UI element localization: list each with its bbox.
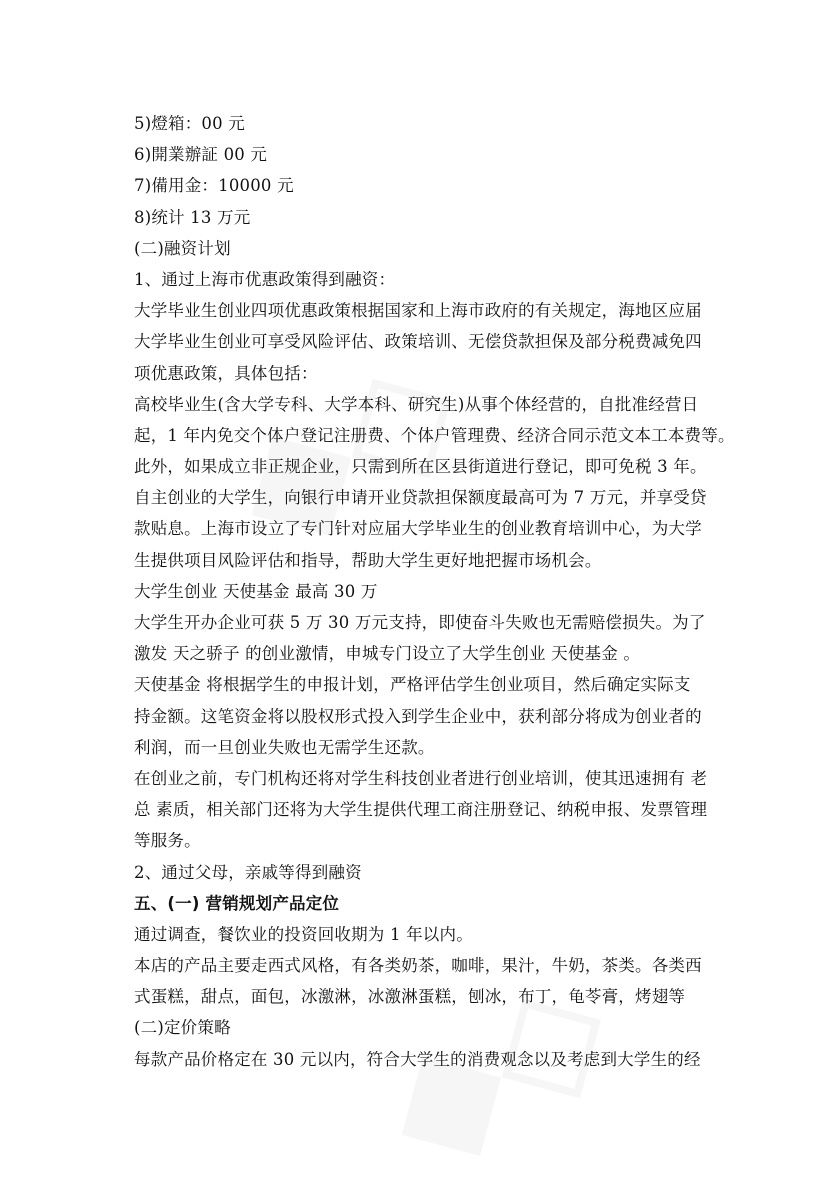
text-line: 在创业之前，专门机构还将对学生科技创业者进行创业培训，使其迅速拥有 老 — [134, 768, 708, 788]
text-line: 天使基金 将根据学生的申报计划，严格评估学生创业项目，然后确定实际支 — [134, 675, 691, 695]
text-line: 大学毕业生创业可享受风险评估、政策培训、无偿贷款担保及部分税费减免四 — [134, 332, 702, 352]
text-line: 利润，而一旦创业失败也无需学生还款。 — [134, 737, 435, 757]
document-body — [134, 108, 735, 1075]
text-line: 此外，如果成立非正规企业，只需到所在区县街道进行登记，即可免税 3 年。 — [134, 457, 707, 477]
text-line: (二)定价策略 — [134, 1018, 231, 1038]
section-heading: 五、(一) 营销规划产品定位 — [134, 893, 340, 913]
text-line: 项优惠政策，具体包括： — [134, 363, 318, 383]
text-line: 高校毕业生(含大学专科、大学本科、研究生)从事个体经营的，自批准经营日 — [134, 394, 699, 414]
text-line: 激发 天之骄子 的创业激情，申城专门设立了大学生创业 天使基金 。 — [134, 644, 641, 664]
text-line: 生提供项目风险评估和指导，帮助大学生更好地把握市场机会。 — [134, 550, 602, 570]
text-line: 7)備用金：10000 元 — [134, 176, 294, 196]
text-line: 式蛋糕，甜点，面包，冰激淋，冰激淋蛋糕，刨冰，布丁，龟苓膏，烤翅等 — [134, 987, 686, 1007]
text-line: 大学生开办企业可获 5 万 30 万元支持，即使奋斗失败也无需赔偿损失。为了 — [134, 613, 706, 632]
text-line: 持金额。这笔资金将以股权形式投入到学生企业中，获利部分将成为创业者的 — [134, 706, 702, 726]
text-line: 大学毕业生创业四项优惠政策根据国家和上海市政府的有关规定，海地区应届 — [134, 301, 702, 321]
text-line: 本店的产品主要走西式风格，有各类奶茶，咖啡，果汁，牛奶，茶类。各类西 — [134, 956, 702, 976]
text-line: 款贴息。上海市设立了专门针对应届大学毕业生的创业教育培训中心，为大学 — [134, 519, 702, 539]
text-line: 每款产品价格定在 30 元以内，符合大学生的消费观念以及考虑到大学生的经 — [134, 1049, 701, 1069]
text-line: 2、通过父母，亲戚等得到融资 — [134, 862, 362, 882]
text-line: 起，1 年内免交个体户登记注册费、个体户管理费、经济合同示范文本工本费等。 — [134, 425, 735, 445]
text-line: 自主创业的大学生，向银行申请开业贷款担保额度最高可为 7 万元，并享受贷 — [134, 488, 707, 508]
text-line: 6)開業辦証 00 元 — [134, 145, 268, 165]
text-line: 等服务。 — [134, 831, 201, 851]
text-line: 大学生创业 天使基金 最高 30 万 — [134, 581, 378, 601]
text-line: 通过调查，餐饮业的投资回收期为 1 年以内。 — [134, 924, 473, 944]
text-line: 总 素质，相关部门还将为大学生提供代理工商注册登记、纳税申报、发票管理 — [134, 800, 708, 820]
text-line: 5)燈箱：00 元 — [134, 114, 245, 133]
text-line: 1、通过上海市优惠政策得到融资： — [134, 269, 396, 289]
text-line: (二)融资计划 — [134, 238, 231, 258]
text-line: 8)统计 13 万元 — [134, 207, 251, 227]
